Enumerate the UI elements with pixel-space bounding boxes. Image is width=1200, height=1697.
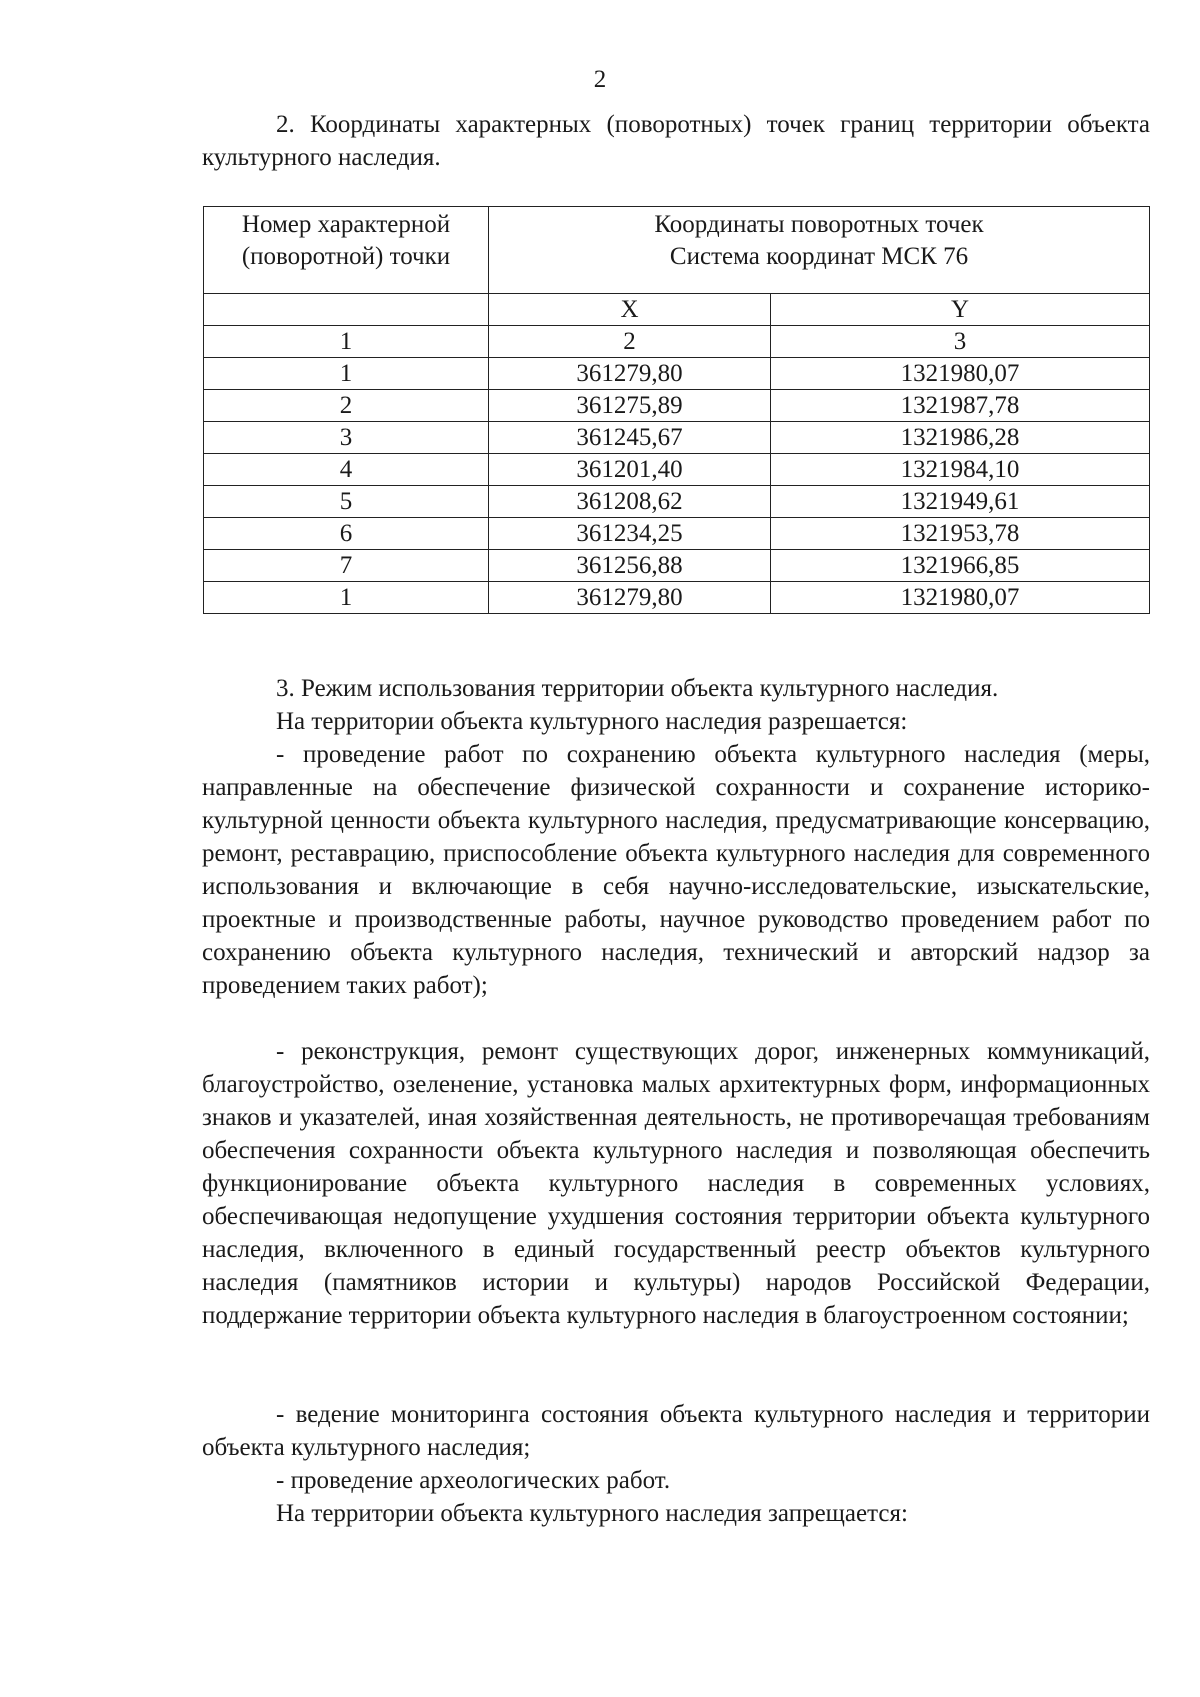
forbidden-intro: На территории объекта культурного наследия запрещается: xyxy=(276,1500,908,1527)
coord-y: 1321949,61 xyxy=(771,486,1150,518)
table-row xyxy=(204,518,1150,550)
table-row xyxy=(204,486,1150,518)
coord-y: 1321987,78 xyxy=(771,390,1150,422)
table-numbering-row xyxy=(204,326,1150,358)
allowed-intro: На территории объекта культурного наследия разрешается: xyxy=(276,708,908,735)
coord-x: 361256,88 xyxy=(489,550,771,582)
table-header-row xyxy=(204,207,1150,294)
coord-x: 361208,62 xyxy=(489,486,771,518)
coordinates-table xyxy=(203,206,1150,614)
point-number: 5 xyxy=(204,486,489,518)
numbering-cell: 2 xyxy=(489,326,771,358)
coord-x: 361279,80 xyxy=(489,358,771,390)
section-2-heading: 2. Координаты характерных (поворотных) точек границ территории объекта культурного наследия. xyxy=(202,111,1150,171)
table-row xyxy=(204,550,1150,582)
point-number: 7 xyxy=(204,550,489,582)
table-row xyxy=(204,422,1150,454)
point-number: 4 xyxy=(204,454,489,486)
section-3-heading: 3. Режим использования территории объекта культурного наследия. xyxy=(276,675,999,702)
coord-x: 361234,25 xyxy=(489,518,771,550)
header-coordinate-system: Система координат МСК 76 xyxy=(669,243,969,270)
point-number: 2 xyxy=(204,390,489,422)
table-row xyxy=(204,582,1150,614)
coord-y: 1321966,85 xyxy=(771,550,1150,582)
coord-x: 361275,89 xyxy=(489,390,771,422)
header-coordinates-title: Координаты поворотных точек xyxy=(654,211,984,238)
table-axis-row xyxy=(204,294,1150,326)
coord-x: 361245,67 xyxy=(489,422,771,454)
point-number: 3 xyxy=(204,422,489,454)
header-y: Y xyxy=(771,294,1150,326)
header-point-number: Номер характерной (поворотной) точки xyxy=(204,207,489,294)
allowed-item-archaeology: - проведение археологических работ. xyxy=(276,1467,671,1494)
coord-y: 1321986,28 xyxy=(771,422,1150,454)
allowed-item-monitoring: - ведение мониторинга состояния объекта культурного наследия и территории объекта культурного наследия; xyxy=(202,1401,1150,1461)
coord-y: 1321984,10 xyxy=(771,454,1150,486)
coord-x: 361279,80 xyxy=(489,582,771,614)
header-coordinates xyxy=(489,207,1150,294)
coord-y: 1321980,07 xyxy=(771,582,1150,614)
coord-x: 361201,40 xyxy=(489,454,771,486)
header-empty-cell xyxy=(204,294,489,326)
coord-y: 1321953,78 xyxy=(771,518,1150,550)
header-x: X xyxy=(489,294,771,326)
allowed-item-reconstruction: - реконструкция, ремонт существующих дорог, инженерных коммуникаций, благоустройство, озеленение, установка малых архитектурных форм, информационных знаков и указателей, иная хозяйственная деятельность, не противоречащая требованиям обеспечения сохранности объекта культурного наследия и позволяющая обеспечить функционирование объекта культурного наследия в современных условиях, обеспечивающая недопущение ухудшения состояния территории объекта культурного наследия, включенного в единый государственный реестр объектов культурного наследия (памятников истории и культуры) народов Российской Федерации, поддержание территории объекта культурного наследия в благоустроенном состоянии; xyxy=(202,1038,1150,1329)
point-number: 6 xyxy=(204,518,489,550)
numbering-cell: 1 xyxy=(204,326,489,358)
coord-y: 1321980,07 xyxy=(771,358,1150,390)
page-number: 2 xyxy=(593,66,607,93)
table-row xyxy=(204,390,1150,422)
table-row xyxy=(204,454,1150,486)
allowed-item-restoration: - проведение работ по сохранению объекта культурного наследия (меры, направленные на обеспечение физической сохранности и сохранение историко-культурной ценности объекта культурного наследия, предусматривающие консервацию, ремонт, реставрацию, приспособление объекта культурного наследия для современного использования и включающие в себя научно-исследовательские, изыскательские, проектные и производственные работы, научное руководство проведением работ по сохранению объекта культурного наследия, технический и авторский надзор за проведением таких работ); xyxy=(202,741,1150,999)
point-number: 1 xyxy=(204,582,489,614)
numbering-cell: 3 xyxy=(771,326,1150,358)
table-row xyxy=(204,358,1150,390)
point-number: 1 xyxy=(204,358,489,390)
